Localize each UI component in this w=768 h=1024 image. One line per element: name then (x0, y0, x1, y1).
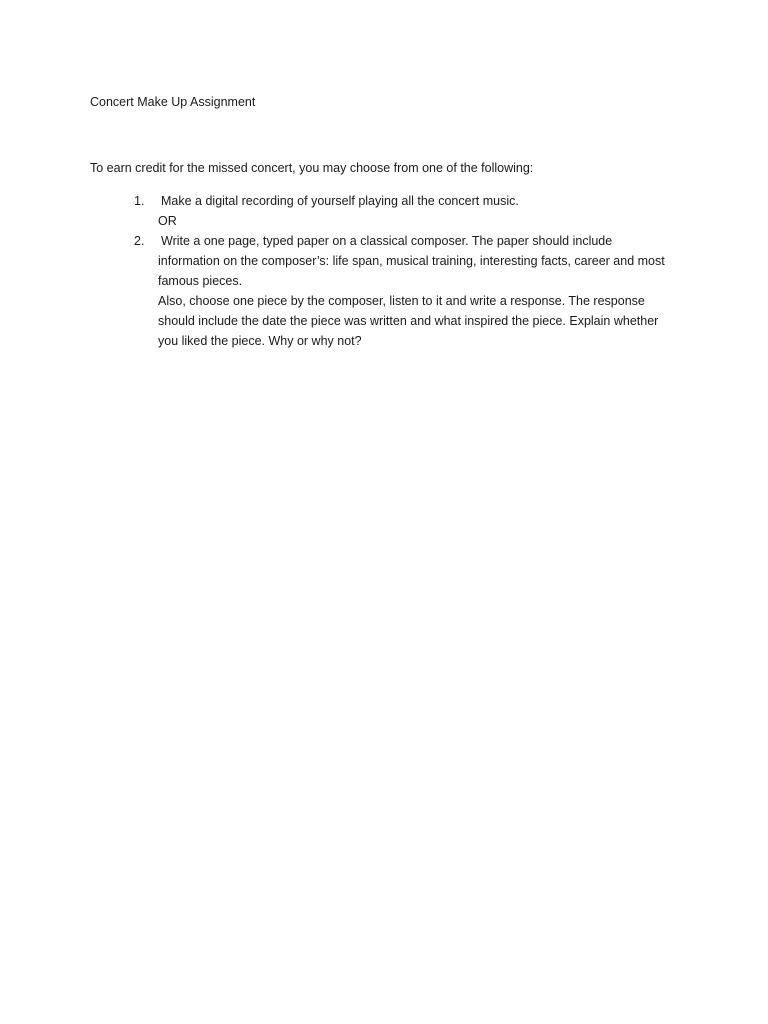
list-item-number: 1. (134, 194, 145, 208)
list-item-line: should include the date the piece was written and what inspired the piece. Explain whether (158, 314, 659, 328)
list-item (0, 231, 768, 351)
list-item-number: 2. (134, 234, 145, 248)
list-item-line: Also, choose one piece by the composer, listen to it and write a response. The response (158, 294, 645, 308)
intro-paragraph: To earn credit for the missed concert, you may choose from one of the following: (90, 161, 534, 175)
list-item-line: Make a digital recording of yourself playing all the concert music. (161, 194, 519, 208)
or-separator: OR (158, 214, 177, 228)
list-item-text (158, 191, 688, 231)
document-title: Concert Make Up Assignment (90, 95, 256, 109)
options-list (0, 191, 768, 351)
list-item-line: you liked the piece. Why or why not? (158, 334, 362, 348)
list-item-text (158, 231, 688, 351)
list-item-line: Write a one page, typed paper on a classical composer. The paper should include (161, 234, 613, 248)
list-item-line: famous pieces. (158, 274, 243, 288)
list-item-line: information on the composer’s: life span, musical training, interesting facts, career and most (158, 254, 665, 268)
list-item (0, 191, 768, 231)
